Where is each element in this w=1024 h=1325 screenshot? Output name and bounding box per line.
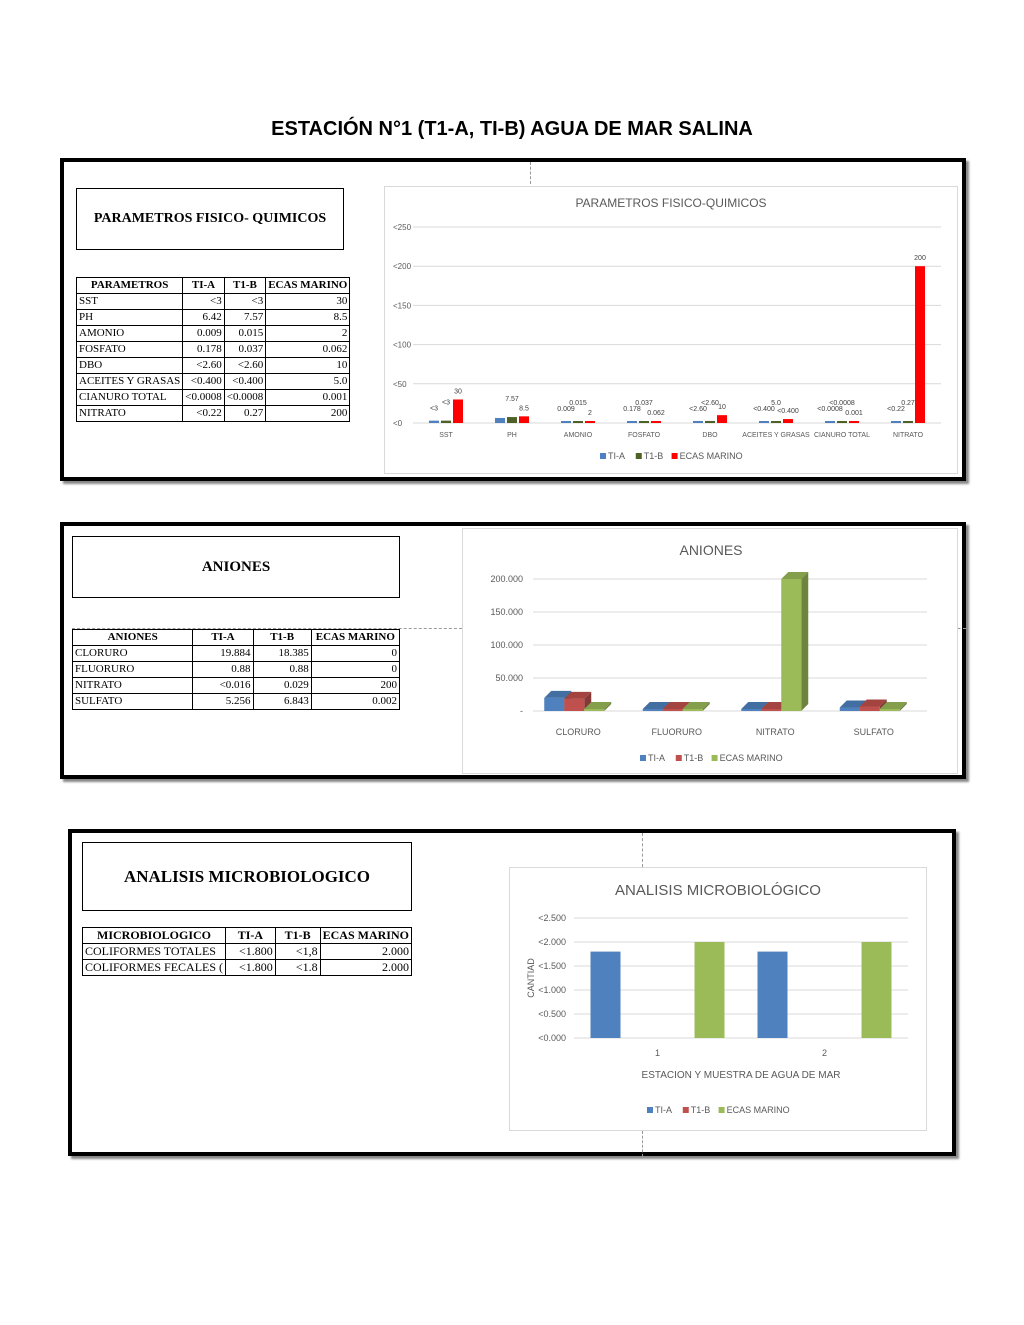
- data-label: 5.0: [771, 400, 781, 407]
- value-cell: <1.800: [226, 960, 276, 976]
- data-label: 10: [718, 404, 726, 412]
- table-row: [77, 390, 350, 406]
- y-tick-label: <2.000: [538, 937, 566, 947]
- table-row: [77, 358, 350, 374]
- y-tick-label: <100: [393, 340, 412, 350]
- value-cell: 6.843: [253, 694, 311, 710]
- value-cell: 2.000: [320, 960, 411, 976]
- value-cell: <1.800: [226, 944, 276, 960]
- guide-line: [530, 162, 531, 184]
- table-header-row: [83, 928, 412, 944]
- bar: [903, 421, 913, 423]
- data-label: 0.062: [647, 410, 665, 417]
- bar: [825, 421, 835, 423]
- value-cell: 0.88: [253, 662, 311, 678]
- bar: [591, 952, 621, 1038]
- table-row: [83, 944, 412, 960]
- microbiologico-chart: [509, 867, 927, 1131]
- data-label: 0.001: [845, 410, 863, 417]
- legend-label: T1-B: [643, 451, 664, 461]
- data-label: 0.27: [901, 400, 915, 407]
- header-ti-a: TI-A: [226, 928, 276, 944]
- legend-swatch: [636, 453, 642, 459]
- header-ecas-marino: ECAS MARINO: [266, 278, 350, 294]
- value-cell: 5.0: [266, 374, 350, 390]
- header-ecas-marino: ECAS MARINO: [311, 630, 399, 646]
- legend-label: T1-B: [690, 1105, 711, 1115]
- bar: [643, 709, 663, 711]
- value-cell: 6.42: [183, 310, 224, 326]
- value-cell: <0.400: [224, 374, 265, 390]
- bar: [564, 699, 584, 711]
- x-tick-label: PH: [507, 432, 517, 439]
- legend-label: ECAS MARINO: [726, 1105, 790, 1115]
- value-cell: 0: [311, 662, 399, 678]
- value-cell: 8.5: [266, 310, 350, 326]
- table-row: [77, 310, 350, 326]
- data-label: <2.60: [689, 405, 707, 413]
- table-row: [73, 662, 400, 678]
- y-tick-label: 100.000: [490, 640, 523, 650]
- x-tick-label: 2: [821, 1048, 828, 1058]
- table-row: [73, 646, 400, 662]
- value-cell: 2.000: [320, 944, 411, 960]
- value-cell: <0.0008: [224, 390, 265, 406]
- row-label-cell: NITRATO: [73, 678, 193, 694]
- bar: [693, 421, 703, 423]
- legend-swatch: [676, 755, 682, 761]
- guide-line: [642, 1131, 643, 1157]
- bar: [783, 419, 793, 423]
- legend-swatch: [647, 1107, 653, 1113]
- value-cell: <3: [183, 294, 224, 310]
- chart-title: ANIONES: [679, 542, 743, 558]
- chart-title: PARAMETROS FISICO-QUIMICOS: [575, 196, 767, 210]
- legend-swatch: [712, 755, 718, 761]
- header-t1-b: T1-B: [253, 630, 311, 646]
- chart-title: ANALISIS MICROBIOLÓGICO: [615, 882, 821, 899]
- data-label: <0.0008: [829, 400, 855, 407]
- data-label: 0.009: [557, 406, 575, 413]
- data-label: <0.0008: [817, 406, 843, 413]
- data-label: 0.015: [569, 400, 587, 407]
- table-row: [83, 960, 412, 976]
- y-tick-label: -: [520, 706, 523, 716]
- fisico-quimicos-title-text: PARAMETROS FISICO- QUIMICOS: [93, 211, 327, 226]
- data-label: 0.178: [623, 406, 641, 413]
- bar: [561, 421, 571, 423]
- x-axis-label: ESTACION Y MUESTRA DE AGUA DE MAR: [641, 1070, 841, 1081]
- data-label: <0.400: [777, 408, 799, 416]
- value-cell: <0.22: [183, 406, 224, 422]
- y-tick-label: 200.000: [490, 574, 523, 584]
- row-label-cell: CIANURO TOTAL: [77, 390, 183, 406]
- legend-label: TI-A: [607, 451, 625, 461]
- x-tick-label: FLUORURO: [651, 727, 703, 737]
- aniones-table: [72, 629, 400, 710]
- y-tick-label: <50: [393, 379, 407, 389]
- header-parametros: PARAMETROS: [77, 278, 183, 294]
- bar: [627, 421, 637, 423]
- legend-label: TI-A: [654, 1105, 672, 1115]
- header-ti-a: TI-A: [193, 630, 253, 646]
- bar: [891, 421, 901, 423]
- row-label-cell: CLORURO: [73, 646, 193, 662]
- table-header-row: [73, 630, 400, 646]
- bar: [862, 942, 892, 1038]
- table-row: [73, 694, 400, 710]
- y-tick-label: 150.000: [490, 607, 523, 617]
- legend-label: ECAS MARINO: [719, 753, 783, 763]
- bar: [544, 698, 564, 711]
- bar: [495, 418, 505, 423]
- bar: [705, 421, 715, 423]
- data-label: <2.60: [701, 399, 719, 407]
- bar: [837, 421, 847, 423]
- header-t1-b: T1-B: [275, 928, 320, 944]
- value-cell: 0.015: [224, 326, 265, 342]
- legend-swatch: [719, 1107, 725, 1113]
- bar: [717, 415, 727, 423]
- table-row: [77, 326, 350, 342]
- bar: [683, 709, 703, 711]
- bar-side: [801, 572, 808, 711]
- value-cell: 0.062: [266, 342, 350, 358]
- aniones-chart: [462, 528, 958, 774]
- fisico-quimicos-table: [76, 277, 350, 422]
- legend-swatch: [672, 453, 678, 459]
- bar: [651, 421, 661, 423]
- bar: [639, 421, 649, 423]
- bar: [849, 421, 859, 423]
- x-tick-label: ACEITES Y GRASAS: [742, 432, 810, 439]
- value-cell: 2: [266, 326, 350, 342]
- x-tick-label: CLORURO: [555, 727, 601, 737]
- fisico-quimicos-panel: [60, 158, 966, 481]
- y-tick-label: <2.500: [538, 913, 566, 923]
- data-label: <0.22: [887, 406, 905, 413]
- data-label: 200: [914, 255, 926, 263]
- value-cell: 0.002: [311, 694, 399, 710]
- bar: [860, 706, 880, 711]
- table-row: [77, 374, 350, 390]
- x-tick-label: DBO: [702, 432, 718, 439]
- y-tick-label: <0.000: [538, 1033, 566, 1043]
- table-header-row: [77, 278, 350, 294]
- bar: [915, 266, 925, 423]
- page-title: ESTACIÓN N°1 (T1-A, TI-B) AGUA DE MAR SALINA: [271, 118, 753, 140]
- value-cell: <0.0008: [183, 390, 224, 406]
- aniones-title-text: ANIONES: [201, 558, 271, 575]
- y-tick-label: <0.500: [538, 1009, 566, 1019]
- legend-label: TI-A: [647, 753, 665, 763]
- y-tick-label: <150: [393, 301, 412, 311]
- value-cell: <0.016: [193, 678, 253, 694]
- y-tick-label: <200: [393, 262, 412, 272]
- y-tick-label: <1.000: [538, 985, 566, 995]
- x-tick-label: 1: [654, 1048, 661, 1058]
- microbiologico-chart-svg: [510, 868, 926, 1130]
- microbiologico-title-text: ANALISIS MICROBIOLOGICO: [123, 866, 371, 886]
- aniones-panel: [60, 522, 966, 779]
- x-tick-label: FOSFATO: [627, 432, 661, 439]
- x-tick-label: NITRATO: [892, 432, 924, 439]
- value-cell: <2.60: [224, 358, 265, 374]
- legend-label: T1-B: [683, 753, 704, 763]
- bar: [761, 709, 781, 711]
- bar: [781, 579, 801, 711]
- bar: [771, 421, 781, 423]
- bar: [429, 421, 439, 423]
- y-tick-label: <0: [393, 419, 403, 428]
- data-label: <3: [442, 399, 450, 407]
- value-cell: <1,8: [275, 944, 320, 960]
- bar: [741, 709, 761, 711]
- header-ti-a: TI-A: [183, 278, 224, 294]
- bar: [840, 708, 860, 711]
- row-label-cell: PH: [77, 310, 183, 326]
- row-label-cell: COLIFORMES TOTALES: [83, 944, 226, 960]
- table-row: [77, 294, 350, 310]
- x-tick-label: SST: [439, 432, 453, 439]
- bar: [573, 421, 583, 423]
- value-cell: 200: [266, 406, 350, 422]
- value-cell: 0.27: [224, 406, 265, 422]
- table-row: [73, 678, 400, 694]
- bar: [758, 952, 788, 1038]
- bar: [759, 421, 769, 423]
- bar: [453, 399, 463, 423]
- data-label: 2: [588, 410, 592, 417]
- bar: [585, 421, 595, 423]
- bar: [519, 416, 529, 423]
- data-label: 0.037: [635, 400, 653, 407]
- aniones-box-title: [72, 536, 400, 598]
- value-cell: 0.029: [253, 678, 311, 694]
- value-cell: 18.385: [253, 646, 311, 662]
- x-tick-label: AMONIO: [563, 432, 593, 439]
- value-cell: <0.400: [183, 374, 224, 390]
- row-label-cell: SST: [77, 294, 183, 310]
- aniones-chart-svg: [463, 529, 957, 773]
- x-tick-label: SULFATO: [853, 727, 894, 737]
- microbiologico-panel: [68, 829, 956, 1156]
- row-label-cell: FOSFATO: [77, 342, 183, 358]
- row-label-cell: SULFATO: [73, 694, 193, 710]
- fisico-quimicos-chart: [384, 186, 958, 474]
- row-label-cell: AMONIO: [77, 326, 183, 342]
- legend-swatch: [640, 755, 646, 761]
- header-aniones: ANIONES: [73, 630, 193, 646]
- table-row: [77, 406, 350, 422]
- value-cell: 19.884: [193, 646, 253, 662]
- table-row: [77, 342, 350, 358]
- x-tick-label: CIANURO TOTAL: [813, 432, 871, 439]
- value-cell: 0.001: [266, 390, 350, 406]
- y-tick-label: <250: [393, 223, 412, 232]
- row-label-cell: DBO: [77, 358, 183, 374]
- fisico-quimicos-chart-svg: [385, 187, 957, 473]
- legend-swatch: [683, 1107, 689, 1113]
- bar: [584, 709, 604, 711]
- value-cell: 30: [266, 294, 350, 310]
- value-cell: 0.178: [183, 342, 224, 358]
- header-t1-b: T1-B: [224, 278, 265, 294]
- row-label-cell: COLIFORMES FECALES (: [83, 960, 226, 976]
- value-cell: 10: [266, 358, 350, 374]
- bar: [663, 709, 683, 711]
- data-label: <0.400: [753, 406, 775, 413]
- y-tick-label: 50.000: [495, 673, 523, 683]
- data-label: 30: [454, 388, 462, 396]
- row-label-cell: ACEITES Y GRASAS: [77, 374, 183, 390]
- fisico-quimicos-box-title: [76, 188, 344, 250]
- data-label: <3: [430, 405, 438, 413]
- y-tick-label: <1.500: [538, 961, 566, 971]
- bar: [880, 709, 900, 711]
- row-label-cell: NITRATO: [77, 406, 183, 422]
- bar: [507, 417, 517, 423]
- legend-label: ECAS MARINO: [679, 451, 743, 461]
- bar: [441, 421, 451, 423]
- header-ecas-marino: ECAS MARINO: [320, 928, 411, 944]
- value-cell: 0: [311, 646, 399, 662]
- legend-swatch: [600, 453, 606, 459]
- value-cell: 0.009: [183, 326, 224, 342]
- data-label: 7.57: [505, 396, 519, 404]
- value-cell: <3: [224, 294, 265, 310]
- bar: [695, 942, 725, 1038]
- value-cell: <1.8: [275, 960, 320, 976]
- y-axis-label: CANTIAD: [526, 958, 536, 998]
- value-cell: 0.88: [193, 662, 253, 678]
- microbiologico-table: [82, 927, 412, 976]
- header-microbiologico: MICROBIOLOGICO: [83, 928, 226, 944]
- value-cell: 5.256: [193, 694, 253, 710]
- value-cell: 0.037: [224, 342, 265, 358]
- value-cell: <2.60: [183, 358, 224, 374]
- guide-line: [642, 833, 643, 867]
- data-label: 8.5: [519, 405, 529, 413]
- value-cell: 200: [311, 678, 399, 694]
- row-label-cell: FLUORURO: [73, 662, 193, 678]
- value-cell: 7.57: [224, 310, 265, 326]
- microbiologico-box-title: [82, 842, 412, 911]
- x-tick-label: NITRATO: [755, 727, 795, 737]
